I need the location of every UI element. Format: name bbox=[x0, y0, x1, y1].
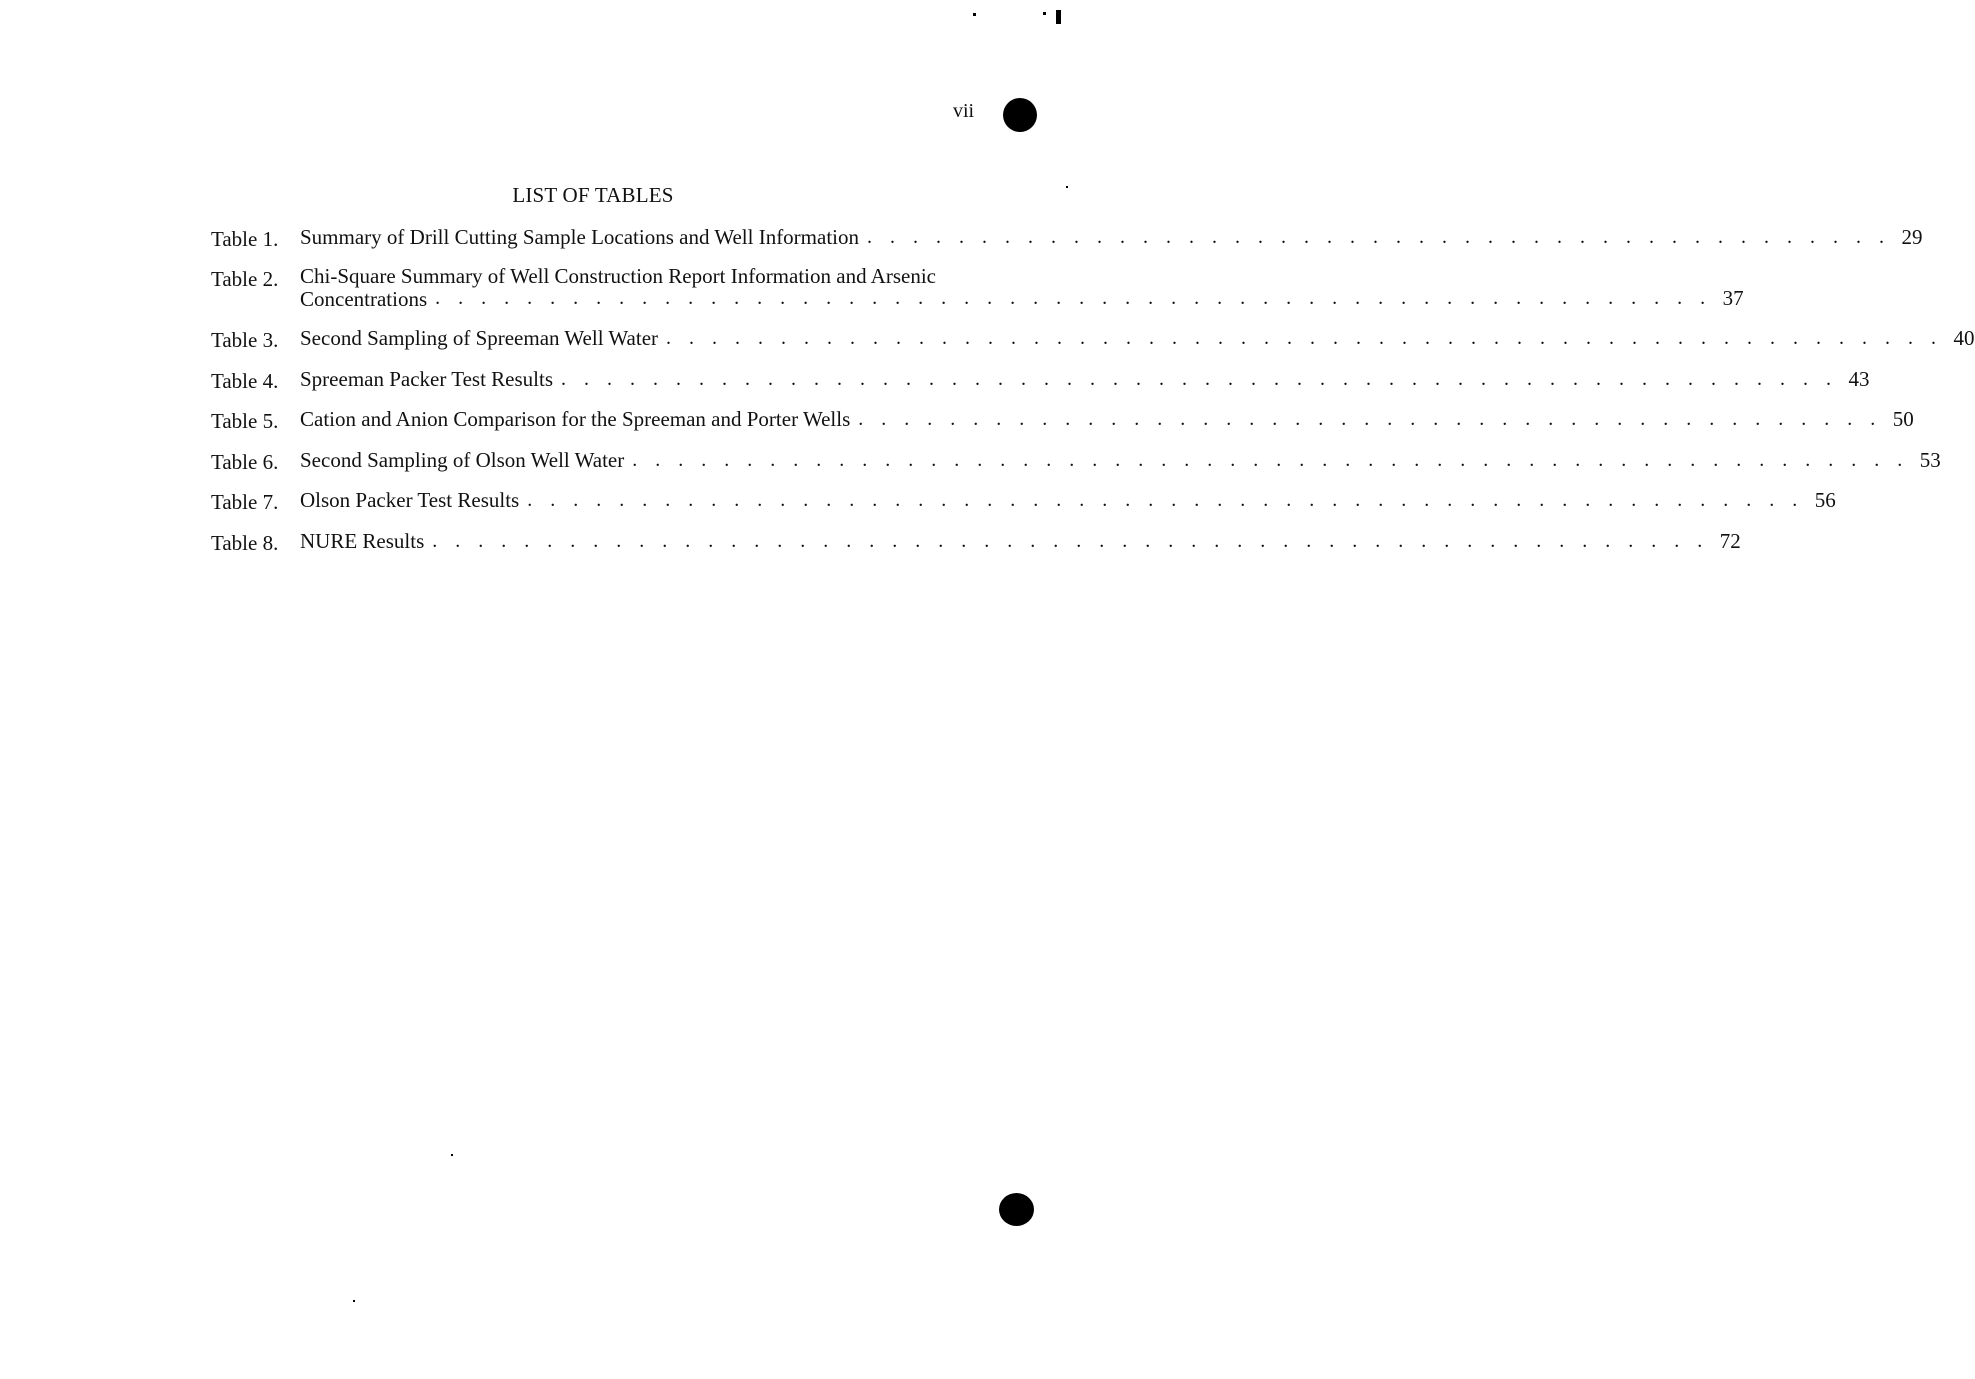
scan-speck bbox=[1066, 186, 1068, 188]
toc-entry-title-continued: Concentrations bbox=[300, 287, 428, 311]
toc-entry-page: 40 bbox=[1953, 326, 1975, 350]
scan-speck bbox=[973, 13, 976, 16]
toc-entry-page: 72 bbox=[1719, 529, 1741, 553]
toc-entry-title: Olson Packer Test Results bbox=[300, 488, 520, 512]
toc-entry-label: Table 4. bbox=[211, 369, 279, 393]
page-title: LIST OF TABLES bbox=[512, 183, 674, 207]
toc-entry-label: Table 3. bbox=[211, 328, 279, 352]
toc-entry-title: Second Sampling of Spreeman Well Water bbox=[300, 326, 659, 350]
toc-entry-title: Cation and Anion Comparison for the Spreeman and Porter Wells bbox=[300, 407, 851, 431]
toc-entry-page: 50 bbox=[1892, 407, 1914, 431]
toc-entry-title: Summary of Drill Cutting Sample Locations and Well Information bbox=[300, 225, 860, 249]
toc-entry-title: NURE Results bbox=[300, 529, 425, 553]
toc-entry-label: Table 1. bbox=[211, 227, 279, 251]
dot-leader: . . . . . . . . . . . . . . . . . . . . . . . . . . . . . . . . . . . . . . . . . . . . . . . . . . . . . . . . bbox=[527, 489, 1804, 511]
toc-entry-label: Table 8. bbox=[211, 531, 279, 555]
dot-leader: . . . . . . . . . . . . . . . . . . . . . . . . . . . . . . . . . . . . . . . . . . . . . . . . . . . . . . . . bbox=[561, 368, 1838, 390]
toc-entry-page: 29 bbox=[1901, 225, 1923, 249]
toc-entry-title: Second Sampling of Olson Well Water bbox=[300, 448, 625, 472]
dot-leader: . . . . . . . . . . . . . . . . . . . . . . . . . . . . . . . . . . . . . . . . . . . . . . . . . . . . . . . . bbox=[632, 449, 1909, 471]
toc-entry-title: Spreeman Packer Test Results bbox=[300, 367, 554, 391]
dot-leader: . . . . . . . . . . . . . . . . . . . . . . . . . . . . . . . . . . . . . . . . . . . . . . . . . . . . . . . . bbox=[666, 327, 1943, 349]
scan-speck bbox=[353, 1300, 355, 1302]
dot-leader: . . . . . . . . . . . . . . . . . . . . . . . . . . . . . . . . . . . . . . . . . . . . . bbox=[858, 408, 1882, 430]
toc-entry-label: Table 2. bbox=[211, 267, 279, 291]
dot-leader: . . . . . . . . . . . . . . . . . . . . . . . . . . . . . . . . . . . . . . . . . . . . . bbox=[867, 226, 1891, 248]
dot-leader: . . . . . . . . . . . . . . . . . . . . . . . . . . . . . . . . . . . . . . . . . . . . . . . . . . . . . . . . bbox=[432, 530, 1709, 552]
toc-entry-page: 56 bbox=[1814, 488, 1836, 512]
toc-entry-page: 53 bbox=[1919, 448, 1941, 472]
toc-entry-title: Chi-Square Summary of Well Construction Report Information and Arsenic bbox=[300, 264, 936, 288]
scan-speck bbox=[1043, 12, 1046, 15]
toc-entry-page: 37 bbox=[1722, 286, 1744, 310]
toc-entry-label: Table 6. bbox=[211, 450, 279, 474]
scan-speck bbox=[1056, 10, 1061, 24]
toc-entry-label: Table 5. bbox=[211, 409, 279, 433]
dot-leader: . . . . . . . . . . . . . . . . . . . . . . . . . . . . . . . . . . . . . . . . . . . . . . . . . . . . . . . . bbox=[435, 287, 1712, 309]
toc-entry-page: 43 bbox=[1848, 367, 1870, 391]
punch-hole-top bbox=[1003, 98, 1037, 132]
scan-speck bbox=[451, 1154, 453, 1156]
punch-hole-bottom bbox=[999, 1193, 1034, 1226]
page-number: vii bbox=[953, 100, 975, 122]
toc-entry-label: Table 7. bbox=[211, 490, 279, 514]
